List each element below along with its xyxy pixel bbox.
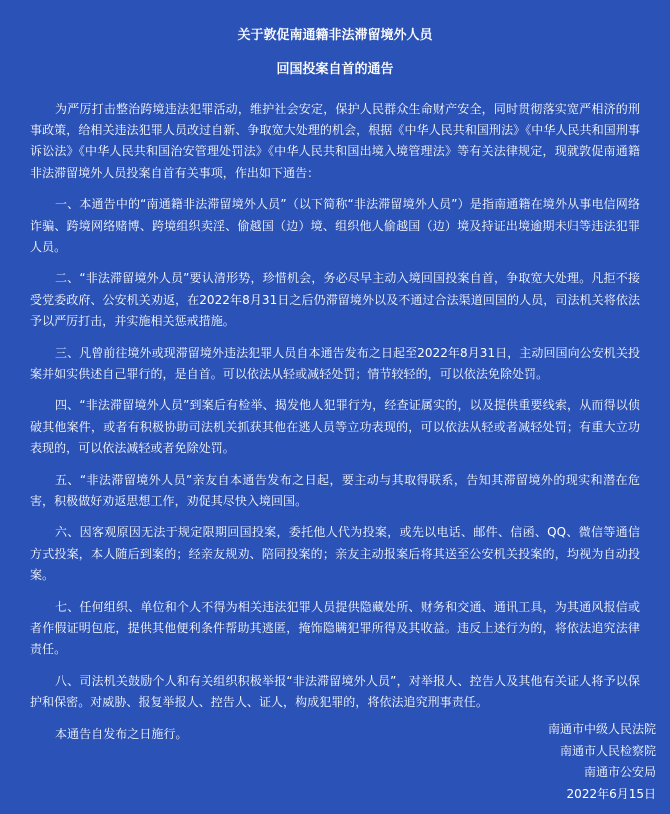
- article-5: 五、“非法滞留境外人员”亲友自本通告发布之日起，要主动与其取得联系，告知其滞留境外的现实和潜在危害，积极做好劝返思想工作，劝促其尽快入境回国。: [30, 472, 640, 508]
- signature-block: [548, 719, 656, 805]
- effective-statement: 本通告自发布之日施行。: [55, 726, 188, 741]
- intro-paragraph: 为严厉打击整治跨境违法犯罪活动，维护社会安定，保护人民群众生命财产安全，同时贯彻落实宽严相济的刑事政策，给相关违法犯罪人员改过自新、争取宽大处理的机会，根据《中华人民共和国刑法》《中华人民共和国刑事诉讼法》《中华人民共和国治安管理处罚法》《中华人民共和国出境入境管理法》等有关法律规定，现就敦促南通籍非法滞留境外人员投案自首有关事项，作出如下通告：: [30, 102, 640, 180]
- article-7: 七、任何组织、单位和个人不得为相关违法犯罪人员提供隐藏处所、财务和交通、通讯工具，为其通风报信或者作假证明包庇，提供其他便利条件帮助其逃匿，掩饰隐瞒犯罪所得及其收益。违反上述行为的，将依法追究法律责任。: [30, 599, 640, 656]
- issuer-public-security: 南通市公安局: [583, 765, 656, 779]
- article-6: 六、因客观原因无法于规定限期回国投案，委托他人代为投案，或先以电话、邮件、信函、QQ、微信等通信方式投案，本人随后到案的；经亲友规劝、陪同投案的；亲友主动报案后将其送至公安机关投案的，均视为自动投案。: [30, 525, 640, 582]
- notice-title-line1: 关于敦促南通籍非法滞留境外人员: [237, 28, 433, 43]
- article-8: 八、司法机关鼓励个人和有关组织积极举报“非法滞留境外人员”，对举报人、控告人及其他有关证人将予以保护和保密。对威胁、报复举报人、控告人、证人，构成犯罪的，将依法追究刑事责任。: [30, 673, 640, 709]
- article-1: 一、本通告中的“南通籍非法滞留境外人员”（以下简称“非法滞留境外人员”）是指南通籍在境外从事电信网络诈骗、跨境网络赌博、跨境组织卖淫、偷越国（边）境、组织他人偷越国（边）境及持证出境逾期未归等违法犯罪人员。: [30, 197, 640, 254]
- article-4: 四、“非法滞留境外人员”到案后有检举、揭发他人犯罪行为，经查证属实的，以及提供重要线索，从而得以侦破其他案件，或者有积极协助司法机关抓获其他在逃人员等立功表现的，可以依法从轻或者减轻处罚；有重大立功表现的，可以依法减轻或者免除处罚。: [30, 398, 640, 455]
- article-3: 三、凡曾前往境外或现滞留境外违法犯罪人员自本通告发布之日起至2022年8月31日，主动回国向公安机关投案并如实供述自己罪行的，是自首。可以依法从轻或减轻处罚；情节较轻的，可以依法免除处罚。: [30, 345, 640, 381]
- notice-title-line2: 回国投案自首的通告: [276, 62, 394, 77]
- issuer-procuratorate: 南通市人民检察院: [559, 743, 656, 758]
- issue-date: 2022年6月15日: [566, 786, 656, 801]
- article-2: 二、“非法滞留境外人员”要认清形势，珍惜机会，务必尽早主动入境回国投案自首，争取宽大处理。凡拒不接受党委政府、公安机关劝返，在2022年8月31日之后仍滞留境外以及不通过合法渠道回国的人员，司法机关将依法予以严厉打击，并实施相关惩戒措施。: [30, 271, 640, 328]
- issuer-court: 南通市中级人民法院: [547, 722, 656, 736]
